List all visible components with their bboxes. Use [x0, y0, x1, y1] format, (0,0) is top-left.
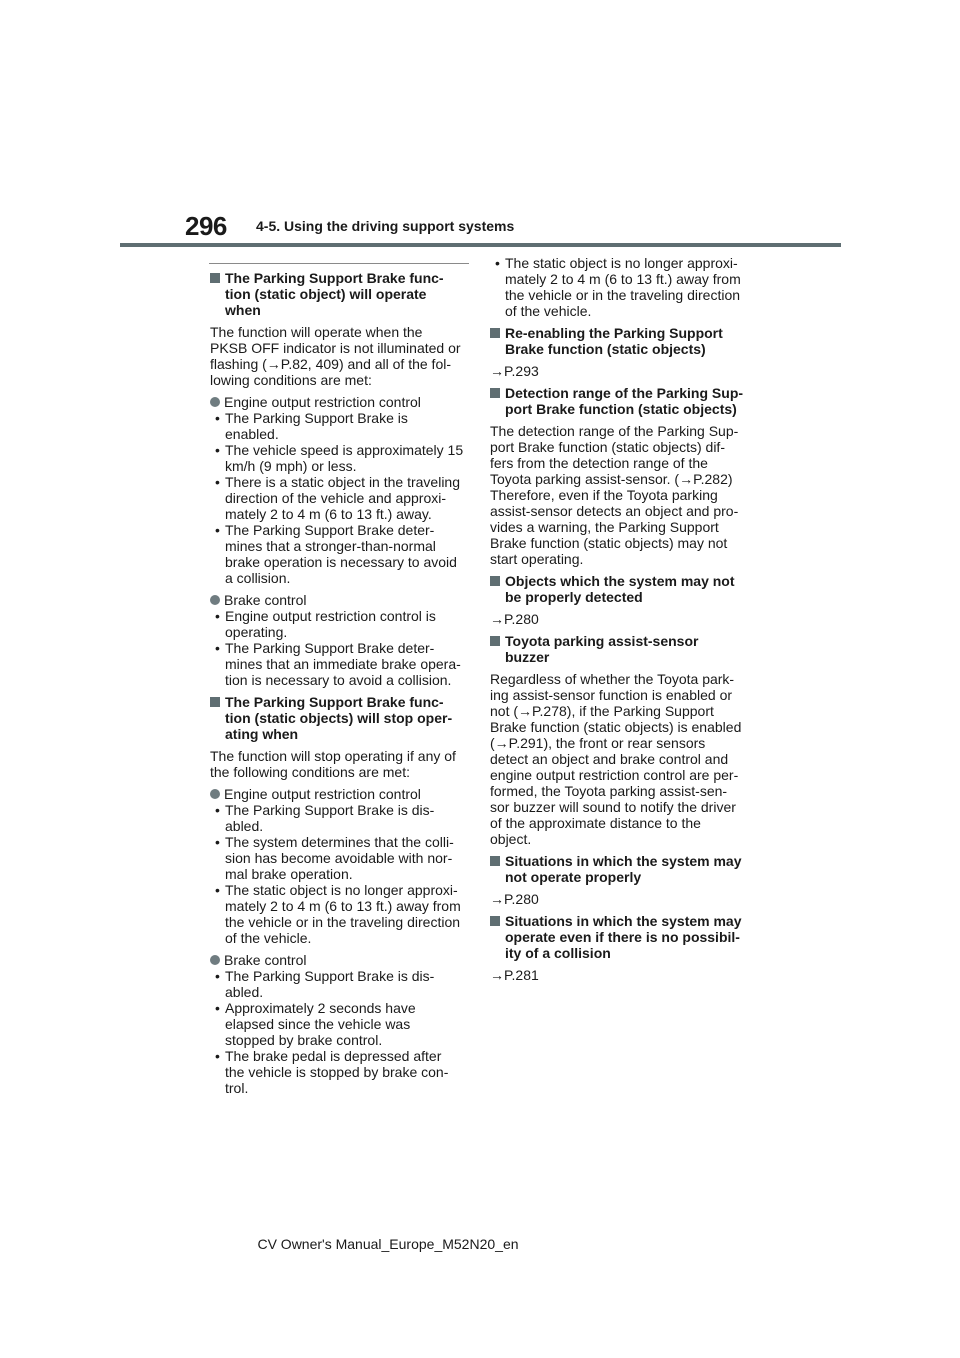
- text-line: The detection range of the Parking Sup-: [490, 423, 739, 439]
- heading-detection-range: [490, 385, 750, 417]
- text-line: be properly detected: [505, 589, 643, 605]
- text-line: of the vehicle.: [505, 303, 592, 319]
- square-bullet-icon: [490, 388, 500, 398]
- text-line: flashing (→P.82, 409) and all of the fol-: [210, 356, 452, 372]
- text-line: Brake function (static objects) may not: [490, 535, 728, 551]
- bullet-item: [210, 834, 470, 882]
- text-line: stopped by brake control.: [225, 1032, 383, 1048]
- text-line: Engine output restriction control is: [225, 608, 436, 624]
- text-line: operate even if there is no possibil-: [505, 929, 740, 945]
- bullet-dot-icon: •: [215, 834, 220, 850]
- text-line: The function will operate when the: [210, 324, 423, 340]
- circle-item-title: Engine output restriction control: [224, 786, 421, 802]
- text-line: brake operation is necessary to avoid: [225, 554, 457, 570]
- text-line: mately 2 to 4 m (6 to 13 ft.) away from: [505, 271, 741, 287]
- square-bullet-icon: [490, 636, 500, 646]
- text-line: The Parking Support Brake deter-: [225, 640, 435, 656]
- bullet-item: [210, 442, 470, 474]
- bullet-item: [210, 608, 470, 640]
- paragraph-operate-conditions: [210, 324, 470, 388]
- paragraph-stop-conditions: [210, 748, 470, 780]
- text-line: The Parking Support Brake deter-: [225, 522, 435, 538]
- text-line: port Brake function (static objects): [505, 401, 737, 417]
- heading-pksb-operate: [210, 270, 470, 318]
- bullet-item: [210, 474, 470, 522]
- circle-item-title: Brake control: [224, 952, 307, 968]
- continued-bullet: • The static object is no longer approxi- mately 2 to 4 m (6 to 13 ft.) away from the vehicle or in the traveling direction of the vehicle.: [490, 255, 750, 319]
- paragraph-sensor-buzzer: [490, 671, 750, 847]
- text-line: tion is necessary to avoid a collision.: [225, 672, 452, 688]
- page-reference: →P.280: [490, 891, 539, 907]
- text-line: abled.: [225, 818, 264, 834]
- square-bullet-icon: [210, 273, 220, 283]
- text-line: vides a warning, the Parking Support: [490, 519, 719, 535]
- heading-objects-not-detected: [490, 573, 750, 605]
- circle-bullet-icon: [210, 955, 220, 965]
- text-line: The function will stop operating if any of: [210, 748, 456, 764]
- text-line: The Parking Support Brake is dis-: [225, 802, 435, 818]
- text-line: Detection range of the Parking Sup-: [505, 385, 744, 401]
- text-line: tion (static object) will operate: [225, 286, 427, 302]
- footer: [0, 1236, 960, 1252]
- text-line: The static object is no longer approxi-: [225, 882, 458, 898]
- heading-sensor-buzzer: [490, 633, 750, 665]
- text-line: The Parking Support Brake is dis-: [225, 968, 435, 984]
- text-line: Re-enabling the Parking Support: [505, 325, 723, 341]
- heading-may-not-operate: [490, 853, 750, 885]
- text-line: of the approximate distance to the: [490, 815, 701, 831]
- text-line: a collision.: [225, 570, 291, 586]
- heading-re-enabling: [490, 325, 750, 357]
- text-line: mal brake operation.: [225, 866, 353, 882]
- text-line: tion (static objects) will stop oper-: [225, 710, 453, 726]
- text-line: Brake function (static objects): [505, 341, 706, 357]
- bullet-item: [210, 968, 470, 1000]
- text-line: sion has become avoidable with nor-: [225, 850, 453, 866]
- text-line: mines that an immediate brake opera-: [225, 656, 461, 672]
- left-column: [210, 270, 470, 1102]
- circle-group: [210, 592, 470, 688]
- bullet-dot-icon: •: [215, 640, 220, 656]
- bullet-dot-icon: •: [215, 882, 220, 898]
- text-line: The brake pedal is depressed after: [225, 1048, 442, 1064]
- bullet-item: [210, 410, 470, 442]
- circle-group: [210, 786, 470, 946]
- text-line: fers from the detection range of the: [490, 455, 708, 471]
- circle-group: [210, 394, 470, 586]
- text-line: Therefore, even if the Toyota parking: [490, 487, 718, 503]
- text-line: mines that a stronger-than-normal: [225, 538, 436, 554]
- text-line: when: [225, 302, 261, 318]
- text-line: The static object is no longer approxi-: [505, 255, 738, 271]
- page-reference: →P.280: [490, 611, 539, 627]
- bullet-dot-icon: •: [215, 802, 220, 818]
- header-rule: [120, 243, 841, 247]
- text-line: Regardless of whether the Toyota park-: [490, 671, 735, 687]
- text-line: port Brake function (static objects) dif-: [490, 439, 725, 455]
- text-line: trol.: [225, 1080, 249, 1096]
- bullet-item: [210, 1000, 470, 1048]
- bullet-item: [210, 802, 470, 834]
- text-line: ity of a collision: [505, 945, 611, 961]
- bullet-dot-icon: •: [215, 410, 220, 426]
- text-line: The vehicle speed is approximately 15: [225, 442, 464, 458]
- page-reference: →P.293: [490, 363, 539, 379]
- heading-pksb-stop: [210, 694, 470, 742]
- text-line: direction of the vehicle and approxi-: [225, 490, 447, 506]
- text-line: Toyota parking assist-sensor. (→P.282): [490, 471, 733, 487]
- text-line: ating when: [225, 726, 299, 742]
- text-line: lowing conditions are met:: [210, 372, 372, 388]
- square-bullet-icon: [490, 916, 500, 926]
- text-line: The Parking Support Brake func-: [225, 694, 444, 710]
- bullet-dot-icon: •: [215, 968, 220, 984]
- circle-item-title: Engine output restriction control: [224, 394, 421, 410]
- text-line: Approximately 2 seconds have: [225, 1000, 416, 1016]
- text-line: not operate properly: [505, 869, 642, 885]
- circle-group: [210, 952, 470, 1096]
- bullet-item: [210, 640, 470, 688]
- text-line: the following conditions are met:: [210, 764, 410, 780]
- text-line: operating.: [225, 624, 288, 640]
- text-line: There is a static object in the traveling: [225, 474, 461, 490]
- text-line: elapsed since the vehicle was: [225, 1016, 411, 1032]
- page-reference: →P.281: [490, 967, 539, 983]
- footer-text: CV Owner's Manual_Europe_M52N20_en: [257, 1236, 519, 1252]
- text-line: ing assist-sensor function is enabled or: [490, 687, 733, 703]
- text-line: (→P.291), the front or rear sensors: [490, 735, 706, 751]
- text-line: of the vehicle.: [225, 930, 312, 946]
- text-line: buzzer: [505, 649, 550, 665]
- text-line: sor buzzer will sound to notify the driver: [490, 799, 736, 815]
- bullet-dot-icon: •: [215, 522, 220, 538]
- text-line: PKSB OFF indicator is not illuminated or: [210, 340, 461, 356]
- text-line: mately 2 to 4 m (6 to 13 ft.) away from: [225, 898, 461, 914]
- text-line: the vehicle or in the traveling direction: [505, 287, 741, 303]
- bullet-dot-icon: •: [215, 1000, 220, 1016]
- text-line: The Parking Support Brake is: [225, 410, 408, 426]
- bullet-dot-icon: •: [215, 1048, 220, 1064]
- bullet-item: [210, 522, 470, 586]
- text-line: assist-sensor detects an object and pro-: [490, 503, 739, 519]
- paragraph-detection-range: [490, 423, 750, 567]
- text-line: not (→P.278), if the Parking Support: [490, 703, 714, 719]
- text-line: enabled.: [225, 426, 279, 442]
- text-line: The Parking Support Brake func-: [225, 270, 444, 286]
- bullet-item: [210, 1048, 470, 1096]
- bullet-dot-icon: •: [215, 442, 220, 458]
- text-line: Toyota parking assist-sensor: [505, 633, 699, 649]
- text-line: start operating.: [490, 551, 584, 567]
- circle-bullet-icon: [210, 397, 220, 407]
- bullet-item: [210, 882, 470, 946]
- square-bullet-icon: [490, 328, 500, 338]
- text-line: Situations in which the system may: [505, 913, 742, 929]
- text-line: detect an object and brake control and: [490, 751, 729, 767]
- bullet-dot-icon: •: [215, 474, 220, 490]
- circle-bullet-icon: [210, 595, 220, 605]
- page-number: 296: [185, 211, 227, 241]
- right-column: [490, 255, 750, 989]
- text-line: Brake function (static objects) is enabled: [490, 719, 742, 735]
- text-line: Situations in which the system may: [505, 853, 742, 869]
- section-title: 4-5. Using the driving support systems: [256, 218, 515, 234]
- text-line: abled.: [225, 984, 264, 1000]
- text-line: The system determines that the colli-: [225, 834, 454, 850]
- text-line: the vehicle or in the traveling direction: [225, 914, 461, 930]
- heading-may-operate-no-collision: [490, 913, 750, 961]
- text-line: engine output restriction control are per-: [490, 767, 739, 783]
- square-bullet-icon: [490, 576, 500, 586]
- square-bullet-icon: [490, 856, 500, 866]
- circle-bullet-icon: [210, 789, 220, 799]
- square-bullet-icon: [210, 697, 220, 707]
- text-line: km/h (9 mph) or less.: [225, 458, 357, 474]
- bullet-dot-icon: •: [215, 608, 220, 624]
- text-line: object.: [490, 831, 532, 847]
- text-line: Objects which the system may not: [505, 573, 735, 589]
- column-rule: [209, 263, 469, 264]
- text-line: the vehicle is stopped by brake con-: [225, 1064, 449, 1080]
- text-line: mately 2 to 4 m (6 to 13 ft.) away.: [225, 506, 432, 522]
- circle-item-title: Brake control: [224, 592, 307, 608]
- text-line: formed, the Toyota parking assist-sen-: [490, 783, 728, 799]
